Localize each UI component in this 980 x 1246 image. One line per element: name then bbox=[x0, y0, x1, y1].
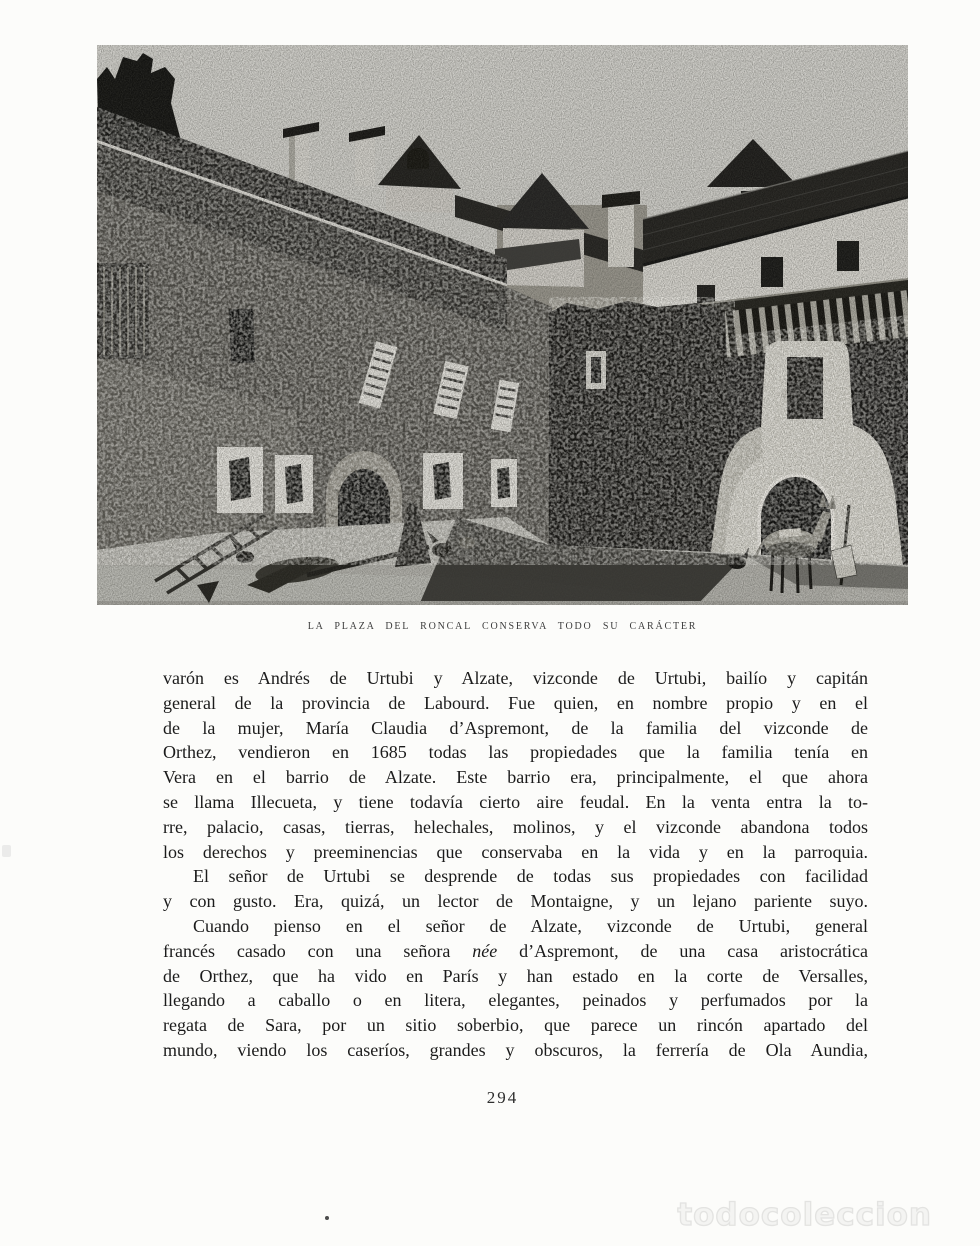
body-line: se llama Illecueta, y tiene todavía cierto aire feudal. En la venta entra la to- bbox=[163, 791, 868, 812]
watermark: todocoleccion bbox=[677, 1197, 932, 1233]
body-line: Vera en el barrio de Alzate. Este barrio era, principalmente, el que ahora bbox=[163, 767, 868, 788]
plaza-photo-illustration bbox=[97, 45, 908, 605]
body-line: francés casado con una señora née d’Aspremont, de una casa aristocrática bbox=[163, 940, 868, 961]
body-line: El señor de Urtubi se desprende de todas sus propiedades con facilidad bbox=[193, 866, 868, 887]
body-line: varón es Andrés de Urtubi y Alzate, vizconde de Urtubi, bailío y capitán bbox=[163, 668, 868, 688]
body-line: mundo, viendo los caseríos, grandes y obscuros, la ferrería de Ola Aundia, bbox=[163, 1039, 868, 1060]
scan-speck bbox=[325, 1216, 329, 1220]
body-line: general de la provincia de Labourd. Fue quien, en nombre propio y en el bbox=[163, 692, 868, 713]
body-line: Cuando pienso en el señor de Alzate, vizconde de Urtubi, general bbox=[193, 915, 868, 936]
body-line: de Orthez, que ha vido en París y han estado en la corte de Versalles, bbox=[163, 965, 868, 986]
body-line: rre, palacio, casas, tierras, helechales, molinos, y el vizconde abandona todos bbox=[163, 816, 868, 837]
photo-caption: LA PLAZA DEL RONCAL CONSERVA TODO SU CARÁCTER bbox=[307, 621, 698, 632]
body-line: Orthez, vendieron en 1685 todas las propiedades que la familia tenía en bbox=[163, 742, 868, 763]
body-line: y con gusto. Era, quizá, un lector de Montaigne, y un lejano pariente suyo. bbox=[163, 891, 868, 912]
body-text bbox=[163, 666, 868, 1063]
page-number: 294 bbox=[486, 1088, 519, 1107]
body-line: los derechos y preeminencias que conservaba en la vida y en la parroquia. bbox=[163, 841, 868, 862]
body-line: llegando a caballo o en litera, elegantes, peinados y perfumados por la bbox=[163, 990, 868, 1011]
body-line: regata de Sara, por un sitio soberbio, que parece un rincón apartado del bbox=[163, 1015, 868, 1036]
body-line: de la mujer, María Claudia d’Aspremont, de la familia del vizconde de bbox=[163, 717, 868, 738]
scan-margin-mark bbox=[2, 845, 11, 857]
film-grain bbox=[97, 45, 908, 605]
